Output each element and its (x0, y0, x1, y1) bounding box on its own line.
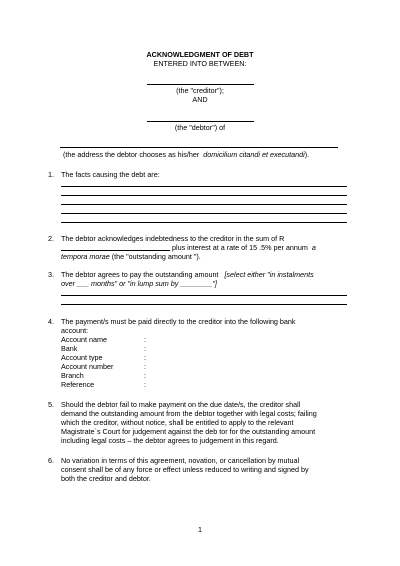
clause-1-number: 1. (48, 170, 54, 179)
clause-2-number: 2. (48, 234, 54, 243)
clause-5-line-5: including legal costs – the debtor agrees to judgement in this regard. (61, 436, 279, 445)
debtor-name-line (147, 121, 254, 122)
field-separator: : (144, 362, 146, 371)
clause-4-line-2: account: (61, 326, 89, 335)
clause-4-line-1: The payment/s must be paid directly to the creditor into the following bank (61, 317, 296, 326)
clause-1-line-5 (61, 222, 347, 223)
clause-5-line-3: which the creditor, without notice, shall be entitled to apply to the relevant (61, 418, 294, 427)
clause-5-line-1: Should the debtor fail to make payment on the due date/s, the creditor shall (61, 400, 301, 409)
clause-3-line-a (61, 295, 347, 296)
clause-6-line-1: No variation in terms of this agreement, novation, or cancellation by mutual (61, 456, 300, 465)
field-separator: : (144, 380, 146, 389)
clause-2-line-3: tempora morae (the "outstanding amount "). (61, 252, 201, 261)
field-account-type-label: Account type (61, 353, 103, 362)
clause-6-line-2: consent shall be of any force or effect unless reduced to writing and signed by (61, 465, 309, 474)
debtor-label: (the "debtor") of (174, 123, 226, 132)
clause-5-number: 5. (48, 400, 54, 409)
field-account-number-label: Account number (61, 362, 114, 371)
and-label: AND (192, 95, 208, 104)
debtor-address-line (60, 147, 338, 148)
page-number: 1 (198, 525, 202, 534)
clause-4-number: 4. (48, 317, 54, 326)
clause-1-line-2 (61, 195, 347, 196)
clause-1-line-3 (61, 204, 347, 205)
clause-2-line-1: The debtor acknowledges indebtedness to the creditor in the sum of R (61, 234, 285, 243)
clause-6-number: 6. (48, 456, 54, 465)
document-subtitle: ENTERED INTO BETWEEN: (153, 59, 247, 68)
creditor-name-line (147, 84, 254, 85)
document-title: ACKNOWLEDGMENT OF DEBT (146, 50, 254, 59)
clause-3-line-1: The debtor agrees to pay the outstanding amount [select either "in instalments (61, 270, 314, 279)
field-branch-label: Branch (61, 371, 84, 380)
clause-5-line-4: Magistrate`s Court for judgement against the deb tor for the outstanding amount (61, 427, 316, 436)
field-reference-label: Reference (61, 380, 95, 389)
clause-3-line-b (61, 304, 347, 305)
clause-5-line-2: demand the outstanding amount from the debtor together with legal costs; failing (61, 409, 317, 418)
field-separator: : (144, 371, 146, 380)
field-separator: : (144, 344, 146, 353)
clause-3-number: 3. (48, 270, 54, 279)
creditor-label: (the "creditor"); (176, 86, 224, 95)
clause-3-line-2: over ___ months" or "in lump sum by ________"] (61, 279, 217, 288)
field-account-name-label: Account name (61, 335, 107, 344)
clause-2-amount-line (61, 250, 170, 251)
clause-2-line-2: plus interest at a rate of 15 .5% per annum a (172, 243, 316, 252)
clause-6-line-3: both the creditor and debtor. (61, 474, 151, 483)
field-bank-label: Bank (61, 344, 78, 353)
clause-1-text: The facts causing the debt are: (61, 170, 160, 179)
address-note: (the address the debtor chooses as his/her domicilium citandi et executandi). (63, 150, 310, 159)
clause-1-line-1 (61, 186, 347, 187)
field-separator: : (144, 335, 146, 344)
field-separator: : (144, 353, 146, 362)
clause-1-line-4 (61, 213, 347, 214)
